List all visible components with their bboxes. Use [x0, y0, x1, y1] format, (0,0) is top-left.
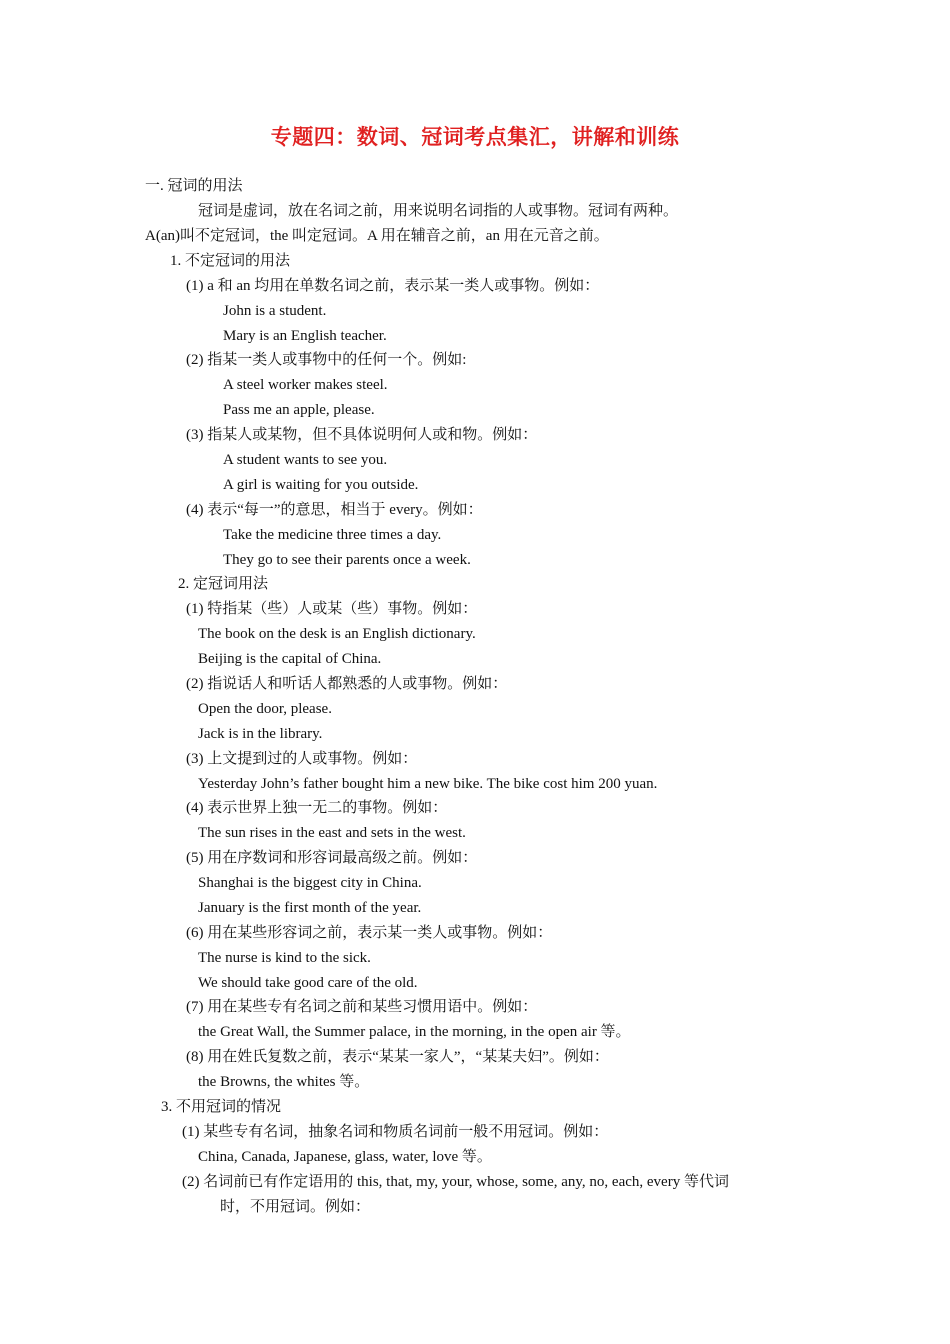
example-sentence: A steel worker makes steel.	[223, 377, 388, 393]
paragraph-line: A(an)叫不定冠词，the 叫定冠词。A 用在辅音之前，an 用在元音之前。	[145, 228, 609, 244]
rule-item: (3) 上文提到过的人或事物。例如：	[186, 751, 418, 767]
example-sentence: Beijing is the capital of China.	[198, 651, 382, 667]
example-sentence: The book on the desk is an English dictionary.	[198, 626, 476, 642]
example-sentence: Jack is in the library.	[198, 726, 323, 742]
paragraph-line: 冠词是虚词，放在名词之前，用来说明名词指的人或事物。冠词有两种。	[198, 203, 679, 219]
subsection-heading-no-article: 3. 不用冠词的情况	[161, 1099, 282, 1115]
rule-item: (4) 表示“每一”的意思，相当于 every。例如：	[186, 502, 483, 518]
example-sentence: We should take good care of the old.	[198, 975, 418, 991]
example-sentence: Open the door, please.	[198, 701, 332, 717]
example-sentence: Pass me an apple, please.	[223, 402, 375, 418]
example-sentence: Yesterday John’s father bought him a new bike. The bike cost him 200 yuan.	[198, 776, 658, 792]
example-sentence: A girl is waiting for you outside.	[223, 477, 419, 493]
page-title: 专题四：数词、冠词考点集汇，讲解和训练	[270, 125, 680, 149]
example-sentence: The sun rises in the east and sets in the west.	[198, 825, 466, 841]
rule-item: (1) a 和 an 均用在单数名词之前，表示某一类人或事物。例如：	[186, 278, 600, 294]
rule-item: (6) 用在某些形容词之前，表示某一类人或事物。例如：	[186, 925, 553, 941]
example-sentence: the Great Wall, the Summer palace, in the morning, in the open air 等。	[198, 1024, 631, 1040]
rule-item: (5) 用在序数词和形容词最高级之前。例如：	[186, 850, 478, 866]
subsection-heading-definite: 2. 定冠词用法	[178, 576, 269, 592]
rule-item: (2) 名词前已有作定语用的 this, that, my, your, whose, some, any, no, each, every 等代词	[182, 1174, 729, 1190]
rule-item-continuation: 时，不用冠词。例如：	[220, 1199, 371, 1215]
rule-item: (3) 指某人或某物，但不具体说明何人或和物。例如：	[186, 427, 538, 443]
rule-item: (1) 某些专有名词，抽象名词和物质名词前一般不用冠词。例如：	[182, 1124, 609, 1140]
rule-item: (7) 用在某些专有名词之前和某些习惯用语中。例如：	[186, 999, 538, 1015]
rule-item: (4) 表示世界上独一无二的事物。例如：	[186, 800, 448, 816]
rule-item: (1) 特指某（些）人或某（些）事物。例如：	[186, 601, 478, 617]
example-sentence: January is the first month of the year.	[198, 900, 422, 916]
example-sentence: A student wants to see you.	[223, 452, 388, 468]
section-heading-articles: 一. 冠词的用法	[145, 178, 243, 194]
example-sentence: the Browns, the whites 等。	[198, 1074, 370, 1090]
example-sentence: China, Canada, Japanese, glass, water, love 等。	[198, 1149, 492, 1165]
example-sentence: Mary is an English teacher.	[223, 328, 387, 344]
subsection-heading-indefinite: 1. 不定冠词的用法	[170, 253, 291, 269]
example-sentence: Shanghai is the biggest city in China.	[198, 875, 422, 891]
rule-item: (2) 指说话人和听话人都熟悉的人或事物。例如：	[186, 676, 508, 692]
example-sentence: John is a student.	[223, 303, 327, 319]
rule-item: (8) 用在姓氏复数之前，表示“某某一家人”，“某某夫妇”。例如：	[186, 1049, 609, 1065]
example-sentence: Take the medicine three times a day.	[223, 527, 442, 543]
example-sentence: They go to see their parents once a week.	[223, 552, 471, 568]
example-sentence: The nurse is kind to the sick.	[198, 950, 371, 966]
rule-item: (2) 指某一类人或事物中的任何一个。例如:	[186, 352, 467, 368]
